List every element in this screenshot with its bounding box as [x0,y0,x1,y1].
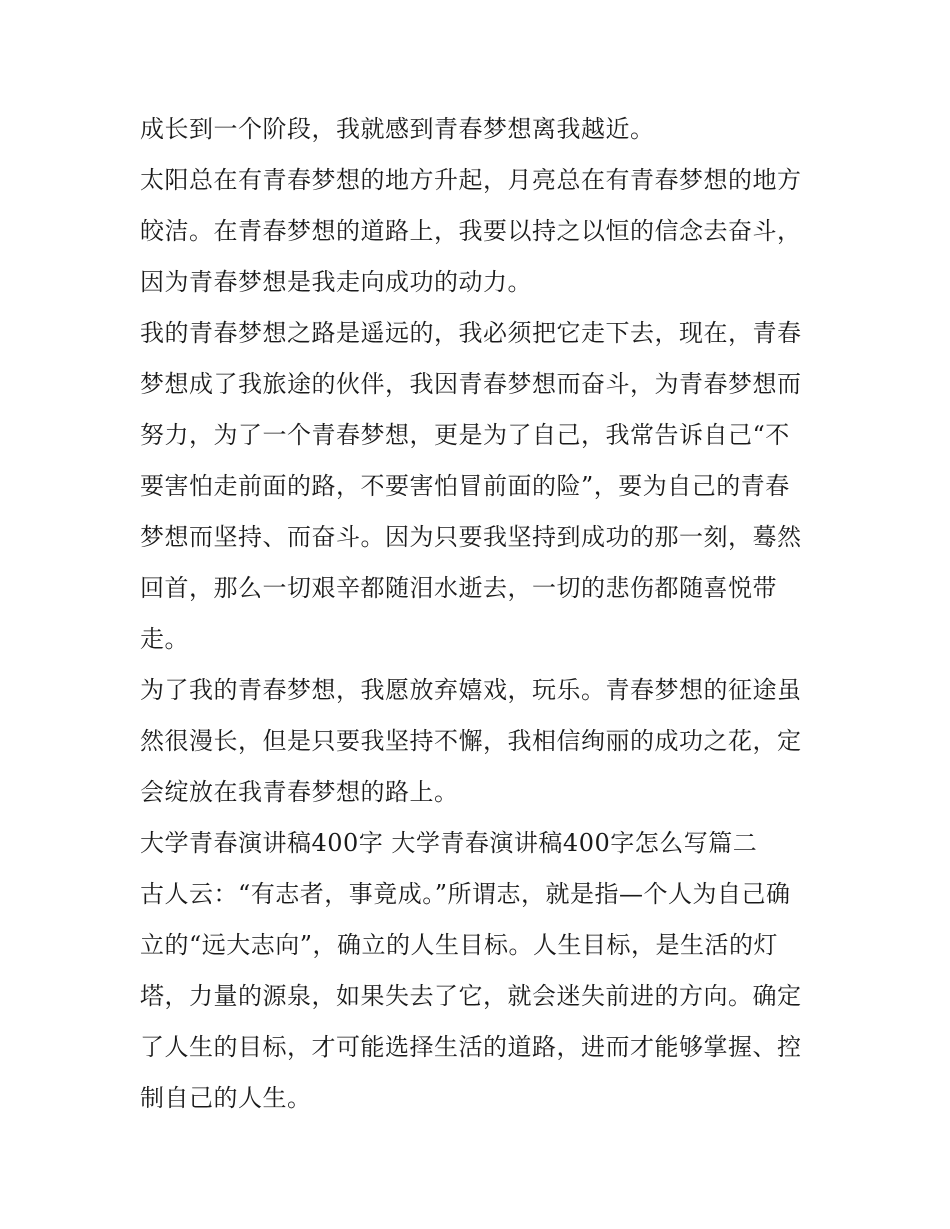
text-line: 成长到一个阶段，我就感到青春梦想离我越近。 [140,115,655,143]
text-line: 会绽放在我青春梦想的路上。 [140,778,459,806]
text-line: 立的“远大志向”，确立的人生目标。人生目标，是生活的灯 [140,931,779,959]
text-line: 努力，为了一个青春梦想，更是为了自己，我常告诉自己“不 [140,421,790,449]
text-line: 因为青春梦想是我走向成功的动力。 [140,268,532,296]
text-line: 太阳总在有青春梦想的地方升起，月亮总在有青春梦想的地方 [140,166,802,194]
text-line: 然很漫长，但是只要我坚持不懈，我相信绚丽的成功之花，定 [140,727,802,755]
section-heading: 大学青春演讲稿400字 大学青春演讲稿400字怎么写篇二 [140,829,758,857]
text-line: 梦想而坚持、而奋斗。因为只要我坚持到成功的那一刻，蓦然 [140,523,802,551]
text-line: 走。 [140,625,189,653]
text-line: 我的青春梦想之路是遥远的，我必须把它走下去，现在，青春 [140,319,802,347]
text-line: 回首，那么一切艰辛都随泪水逝去，一切的悲伤都随喜悦带 [140,574,777,602]
text-line: 皎洁。在青春梦想的道路上，我要以持之以恒的信念去奋斗， [140,217,802,245]
text-line: 塔，力量的源泉，如果失去了它，就会迷失前进的方向。确定 [140,982,802,1010]
text-line: 制自己的人生。 [140,1084,312,1112]
text-line: 了人生的目标，才可能选择生活的道路，进而才能够掌握、控 [140,1033,802,1061]
text-line: 古人云：“有志者，事竟成。”所谓志，就是指—个人为自己确 [140,880,791,908]
document-body [140,104,820,1124]
text-line: 梦想成了我旅途的伙伴，我因青春梦想而奋斗，为青春梦想而 [140,370,802,398]
text-line: 要害怕走前面的路，不要害怕冒前面的险”，要为自己的青春 [140,472,790,500]
text-line: 为了我的青春梦想，我愿放弃嬉戏，玩乐。青春梦想的征途虽 [140,676,802,704]
